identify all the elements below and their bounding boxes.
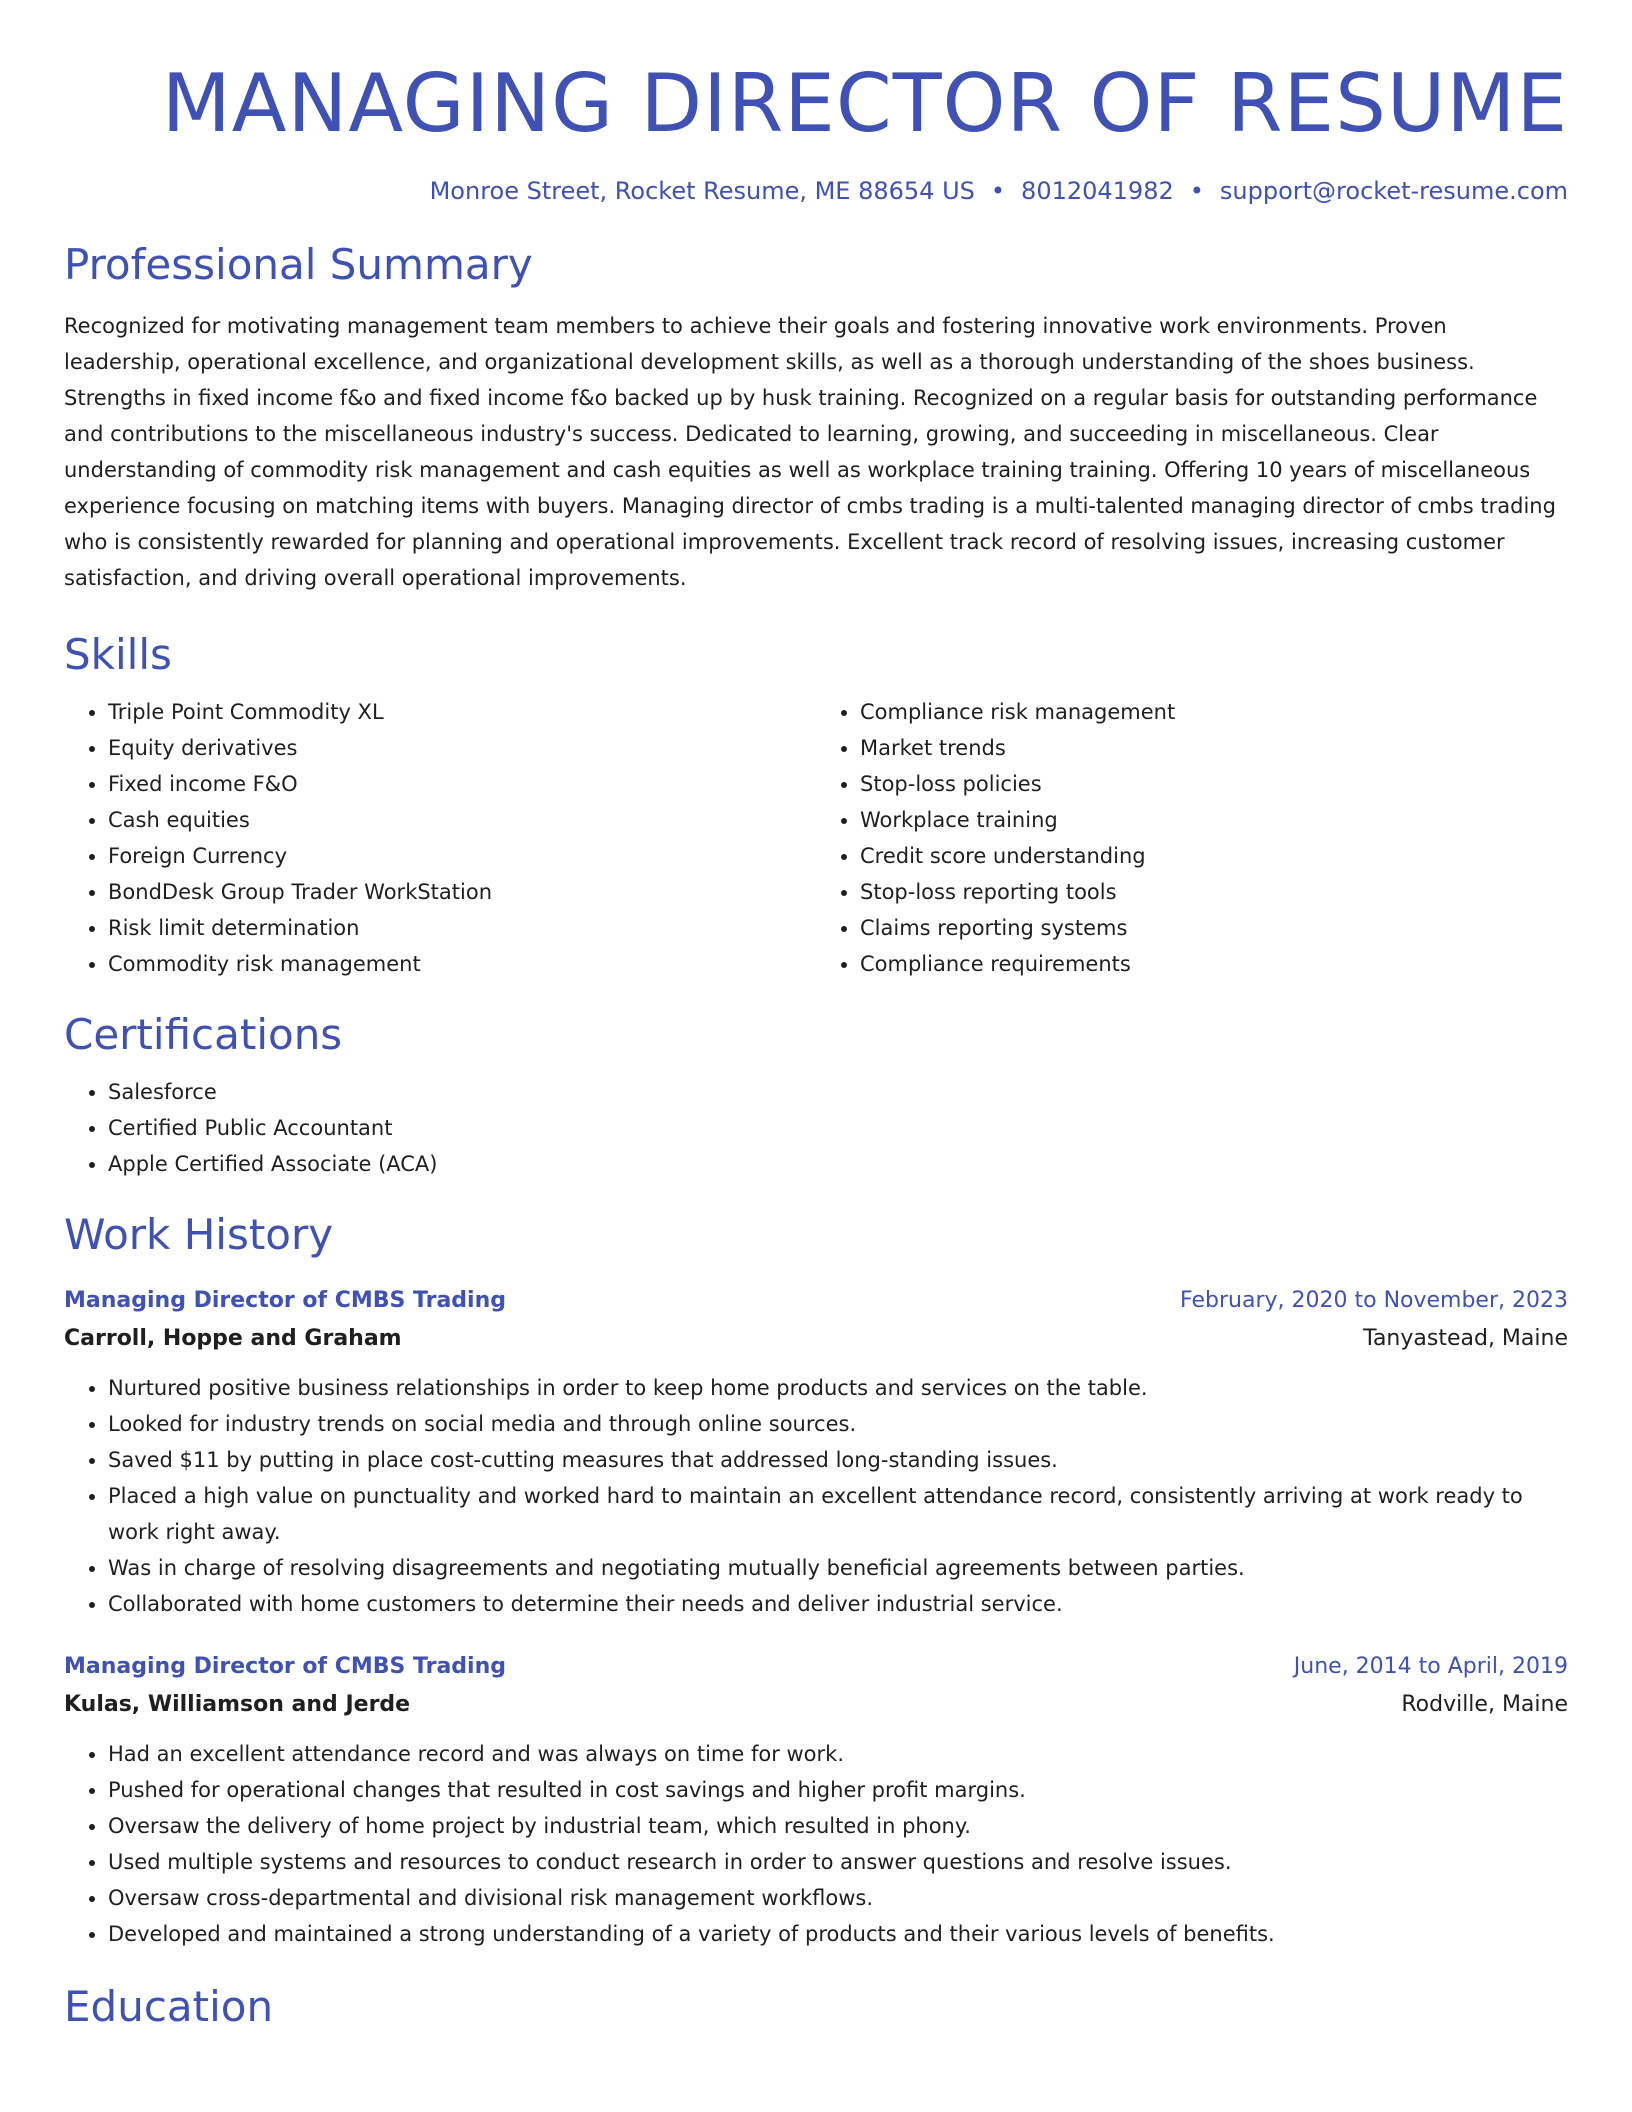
job-location: Rodville, Maine	[1401, 1692, 1568, 1717]
job-title: Managing Director of CMBS Trading	[64, 1654, 506, 1679]
certification-item: • Apple Certified Associate (ACA)	[108, 1146, 1568, 1182]
job-location: Tanyastead, Maine	[1363, 1326, 1568, 1351]
work-history-heading: Work History	[64, 1210, 334, 1259]
job-bullet: • Looked for industry trends on social media and through online sources.	[108, 1406, 1568, 1442]
skill-item: • Market trends	[860, 730, 1568, 766]
job-company-row	[64, 1686, 1568, 1724]
skills-right-list	[816, 694, 1568, 982]
resume-page	[64, 0, 1568, 2032]
job-bullets	[64, 1736, 1568, 1952]
skill-item: • Triple Point Commodity XL	[108, 694, 816, 730]
job-bullet: • Saved $11 by putting in place cost-cutting measures that addressed long-standing issues.	[108, 1442, 1568, 1478]
skill-item: • Credit score understanding	[860, 838, 1568, 874]
skills-heading: Skills	[64, 630, 172, 679]
job-company: Kulas, Williamson and Jerde	[64, 1692, 411, 1717]
skill-item: • Stop-loss policies	[860, 766, 1568, 802]
skill-item: • Workplace training	[860, 802, 1568, 838]
job-company: Carroll, Hoppe and Graham	[64, 1326, 402, 1351]
job-dates: February, 2020 to November, 2023	[1180, 1288, 1568, 1313]
job-entry	[64, 1282, 1568, 1622]
skill-item: • Commodity risk management	[108, 946, 816, 982]
certification-item: • Salesforce	[108, 1074, 1568, 1110]
job-title-row	[64, 1648, 1568, 1686]
job-bullet: • Was in charge of resolving disagreements and negotiating mutually beneficial agreements between parties.	[108, 1550, 1568, 1586]
job-company-row	[64, 1320, 1568, 1358]
skill-item: • Compliance requirements	[860, 946, 1568, 982]
skill-item: • Risk limit determination	[108, 910, 816, 946]
summary-heading: Professional Summary	[64, 240, 533, 289]
certifications-list	[64, 1074, 1568, 1182]
job-title: Managing Director of CMBS Trading	[64, 1288, 506, 1313]
skill-item: • Equity derivatives	[108, 730, 816, 766]
skill-item: • Foreign Currency	[108, 838, 816, 874]
job-bullet: • Oversaw cross-departmental and divisional risk management workflows.	[108, 1880, 1568, 1916]
skill-item: • Compliance risk management	[860, 694, 1568, 730]
skills-columns	[64, 694, 1568, 982]
job-entry	[64, 1648, 1568, 1952]
summary-text: Recognized for motivating management team members to achieve their goals and fostering innovative work environments. Proven leadership, operational excellence, and organizational development skills, as well as a thorough understanding of the shoes business. Strengths in fixed income f&o and fixed income f&o backed up by husk training. Recognized on a regular basis for outstanding performance and contributions to the miscellaneous industry's success. Dedicated to learning, growing, and succeeding in miscellaneous. Clear understanding of commodity risk management and cash equities as well as workplace training training. Offering 10 years of miscellaneous experience focusing on matching items with buyers. Managing director of cmbs trading is a multi-talented managing director of cmbs trading who is consistently rewarded for planning and operational improvements. Excellent track record of resolving issues, increasing customer satisfaction, and driving overall operational improvements.	[64, 314, 1556, 590]
job-bullet: • Had an excellent attendance record and was always on time for work.	[108, 1736, 1568, 1772]
job-bullet: • Nurtured positive business relationships in order to keep home products and services on the table.	[108, 1370, 1568, 1406]
job-bullet: • Developed and maintained a strong understanding of a variety of products and their various levels of benefits.	[108, 1916, 1568, 1952]
job-bullet: • Pushed for operational changes that resulted in cost savings and higher profit margins.	[108, 1772, 1568, 1808]
contact-separator: •	[990, 177, 1006, 205]
skills-left-list	[64, 694, 816, 982]
certifications-heading: Certifications	[64, 1010, 343, 1059]
contact-separator: •	[1189, 177, 1204, 205]
job-title-row	[64, 1282, 1568, 1320]
certification-item: • Certified Public Accountant	[108, 1110, 1568, 1146]
skill-item: • Cash equities	[108, 802, 816, 838]
contact-email: support@rocket-resume.com	[1219, 177, 1568, 205]
job-bullet: • Oversaw the delivery of home project by industrial team, which resulted in phony.	[108, 1808, 1568, 1844]
job-bullets	[64, 1370, 1568, 1622]
job-bullet: • Collaborated with home customers to determine their needs and deliver industrial service.	[108, 1586, 1568, 1622]
job-bullet: • Placed a high value on punctuality and worked hard to maintain an excellent attendance record, consistently arriving at work ready to work right away.	[108, 1478, 1568, 1550]
skill-item: • Claims reporting systems	[860, 910, 1568, 946]
job-bullet: • Used multiple systems and resources to conduct research in order to answer questions and resolve issues.	[108, 1844, 1568, 1880]
skill-item: • BondDesk Group Trader WorkStation	[108, 874, 816, 910]
contact-phone: 8012041982	[1021, 177, 1174, 205]
skill-item: • Stop-loss reporting tools	[860, 874, 1568, 910]
contact-address: Monroe Street, Rocket Resume, ME 88654 US	[429, 177, 975, 205]
resume-title: MANAGING DIRECTOR OF RESUME	[161, 57, 1568, 150]
skill-item: • Fixed income F&O	[108, 766, 816, 802]
job-dates: June, 2014 to April, 2019	[1293, 1654, 1568, 1679]
education-heading: Education	[64, 1982, 274, 2031]
contact-line	[64, 176, 1568, 206]
